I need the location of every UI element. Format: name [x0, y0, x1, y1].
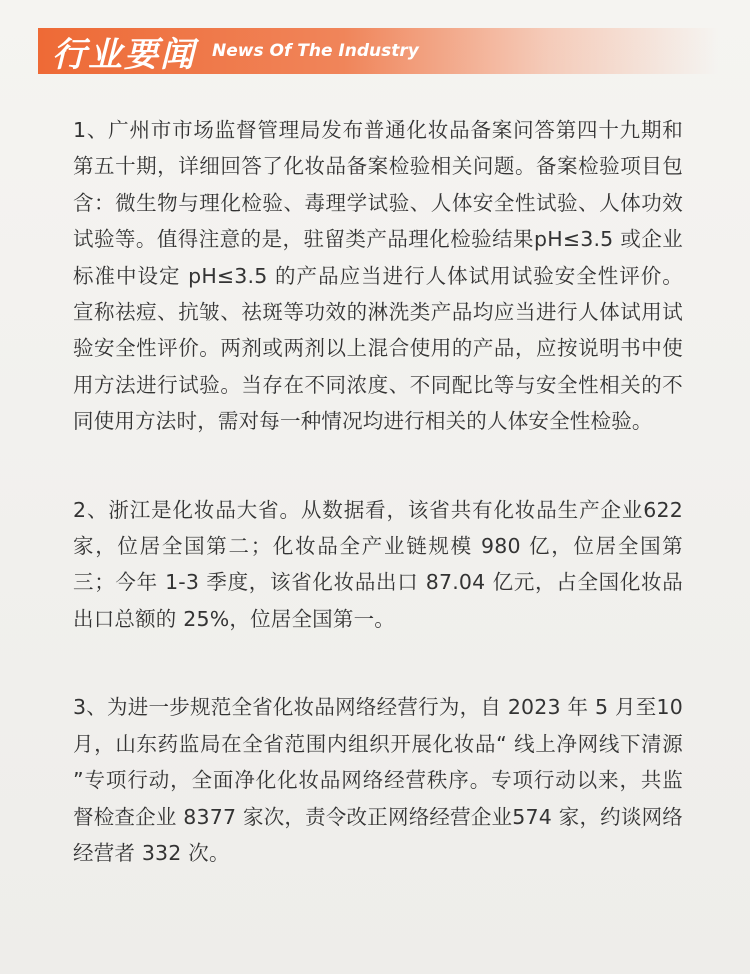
- side-watermark-decoration: [6, 300, 26, 900]
- news-paragraph-2: 2、浙江是化妆品大省。从数据看，该省共有化妆品生产企业622 家，位居全国第二；化妆品全产业链规模 980 亿，位居全国第三；今年 1-3 季度，该省化妆品出口 87.04 亿元，占全国化妆品出口总额的 25%，位居全国第一。: [73, 497, 683, 631]
- news-content: [73, 112, 683, 923]
- news-paragraph-3: 3、为进一步规范全省化妆品网络经营行为，自 2023 年 5 月至10 月，山东药监局在全省范围内组织开展化妆品“ 线上净网线下清源 ”专项行动，全面净化化妆品网络经营秩序。专项行动以来，共监督检查企业 8377 家次，责令改正网络经营企业574 家，约谈网络经营者 332 次。: [73, 695, 683, 865]
- news-paragraph-1: 1、广州市市场监督管理局发布普通化妆品备案问答第四十九期和第五十期，详细回答了化妆品备案检验相关问题。备案检验项目包含：微生物与理化检验、毒理学试验、人体安全性试验、人体功效试验等。值得注意的是，驻留类产品理化检验结果pH≤3.5 或企业标准中设定 pH≤3.5 的产品应当进行人体试用试验安全性评价。宣称祛痘、抗皱、祛斑等功效的淋洗类产品均应当进行人体试用试验安全性评价。两剂或两剂以上混合使用的产品，应按说明书中使用方法进行试验。当存在不同浓度、不同配比等与安全性相关的不同使用方法时，需对每一种情况均进行相关的人体安全性检验。: [73, 118, 683, 434]
- section-title: 行业要闻: [52, 34, 196, 75]
- section-subtitle: News Of The Industry: [212, 41, 419, 61]
- section-header-banner: [38, 28, 718, 74]
